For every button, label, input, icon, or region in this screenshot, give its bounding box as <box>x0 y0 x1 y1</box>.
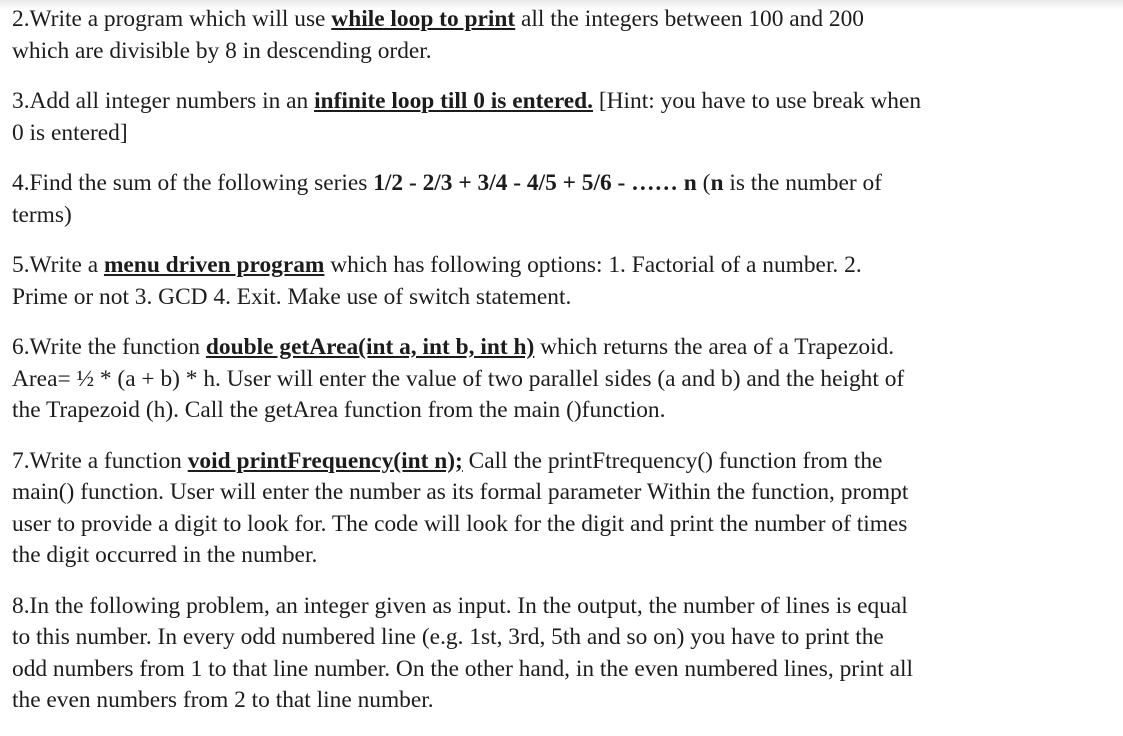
question-q2 <box>12 4 1052 67</box>
text-segment: 8.In the following problem, an integer given as input. In the output, the number of lines is equal <box>12 592 908 619</box>
text-line <box>12 200 1052 232</box>
text-segment: terms) <box>12 201 72 228</box>
underlined-bold-phrase: double getArea(int a, int b, int h) <box>205 334 535 360</box>
text-line <box>12 86 1052 118</box>
text-line <box>12 118 1052 150</box>
text-segment: is the number of <box>723 170 882 196</box>
text-segment: the digit occurred in the number. <box>12 542 318 568</box>
text-segment: 7.Write a function <box>12 447 188 474</box>
text-line <box>12 622 1052 654</box>
text-line <box>12 509 1052 541</box>
text-segment: the even numbers from 2 to that line number. <box>12 687 434 713</box>
text-line <box>12 282 1052 314</box>
document-body <box>12 4 1052 736</box>
text-segment: [Hint: you have to use break when <box>593 88 922 114</box>
question-q8 <box>12 591 1052 717</box>
bold-phrase: 1/2 - 2/3 + 3/4 - 4/5 + 5/6 - …… n <box>373 170 697 196</box>
bold-phrase: n <box>710 170 724 196</box>
text-segment: user to provide a digit to look for. The code will look for the digit and print the number of times <box>12 510 908 537</box>
text-segment: Prime or not 3. GCD 4. Exit. Make use of switch statement. <box>12 283 572 310</box>
text-segment: main() function. User will enter the number as its formal parameter Within the function, prompt <box>12 479 909 505</box>
question-q3 <box>12 86 1052 149</box>
text-line <box>12 395 1052 427</box>
text-segment: 6.Write the function <box>12 334 206 360</box>
text-line <box>12 250 1052 282</box>
text-segment: ( <box>696 170 711 196</box>
question-q5 <box>12 250 1052 313</box>
text-segment: Area= ½ * (a + b) * h. User will enter the value of two parallel sides (a and b) and the height of <box>12 365 905 392</box>
text-line <box>12 332 1052 364</box>
question-q4 <box>12 168 1052 231</box>
text-line <box>12 446 1052 478</box>
text-segment: all the integers between 100 and 200 <box>515 6 865 32</box>
underlined-bold-phrase: menu driven program <box>103 252 325 278</box>
text-segment: to this number. In every odd numbered line (e.g. 1st, 3rd, 5th and so on) you have to print the <box>12 624 884 650</box>
underlined-bold-phrase: void printFrequency(int n); <box>187 447 463 474</box>
text-segment: which has following options: 1. Factorial of a number. 2. <box>324 252 862 278</box>
underlined-bold-phrase: while loop to print <box>331 6 516 32</box>
text-line <box>12 591 1052 623</box>
text-segment: Call the printFtrequency() function from the <box>462 447 883 474</box>
question-q7 <box>12 446 1052 572</box>
text-segment: 2.Write a program which will use <box>12 6 332 32</box>
text-segment: which are divisible by 8 in descending order. <box>12 37 432 64</box>
text-line <box>12 654 1052 686</box>
text-line <box>12 36 1052 68</box>
text-line <box>12 477 1052 509</box>
text-line <box>12 685 1052 717</box>
text-segment: 5.Write a <box>12 252 104 278</box>
question-q6 <box>12 332 1052 427</box>
text-line <box>12 540 1052 572</box>
text-segment: 0 is entered] <box>12 119 128 146</box>
underlined-bold-phrase: infinite loop till 0 is entered. <box>314 88 594 114</box>
text-segment: 3.Add all integer numbers in an <box>12 88 315 114</box>
text-segment: which returns the area of a Trapezoid. <box>534 334 895 360</box>
text-line <box>12 4 1052 36</box>
text-segment: odd numbers from 1 to that line number. On the other hand, in the even numbered lines, print all <box>12 655 913 682</box>
text-line <box>12 364 1052 396</box>
text-segment: the Trapezoid (h). Call the getArea function from the main ()function. <box>12 397 666 423</box>
text-segment: 4.Find the sum of the following series <box>12 170 374 196</box>
text-line <box>12 168 1052 200</box>
